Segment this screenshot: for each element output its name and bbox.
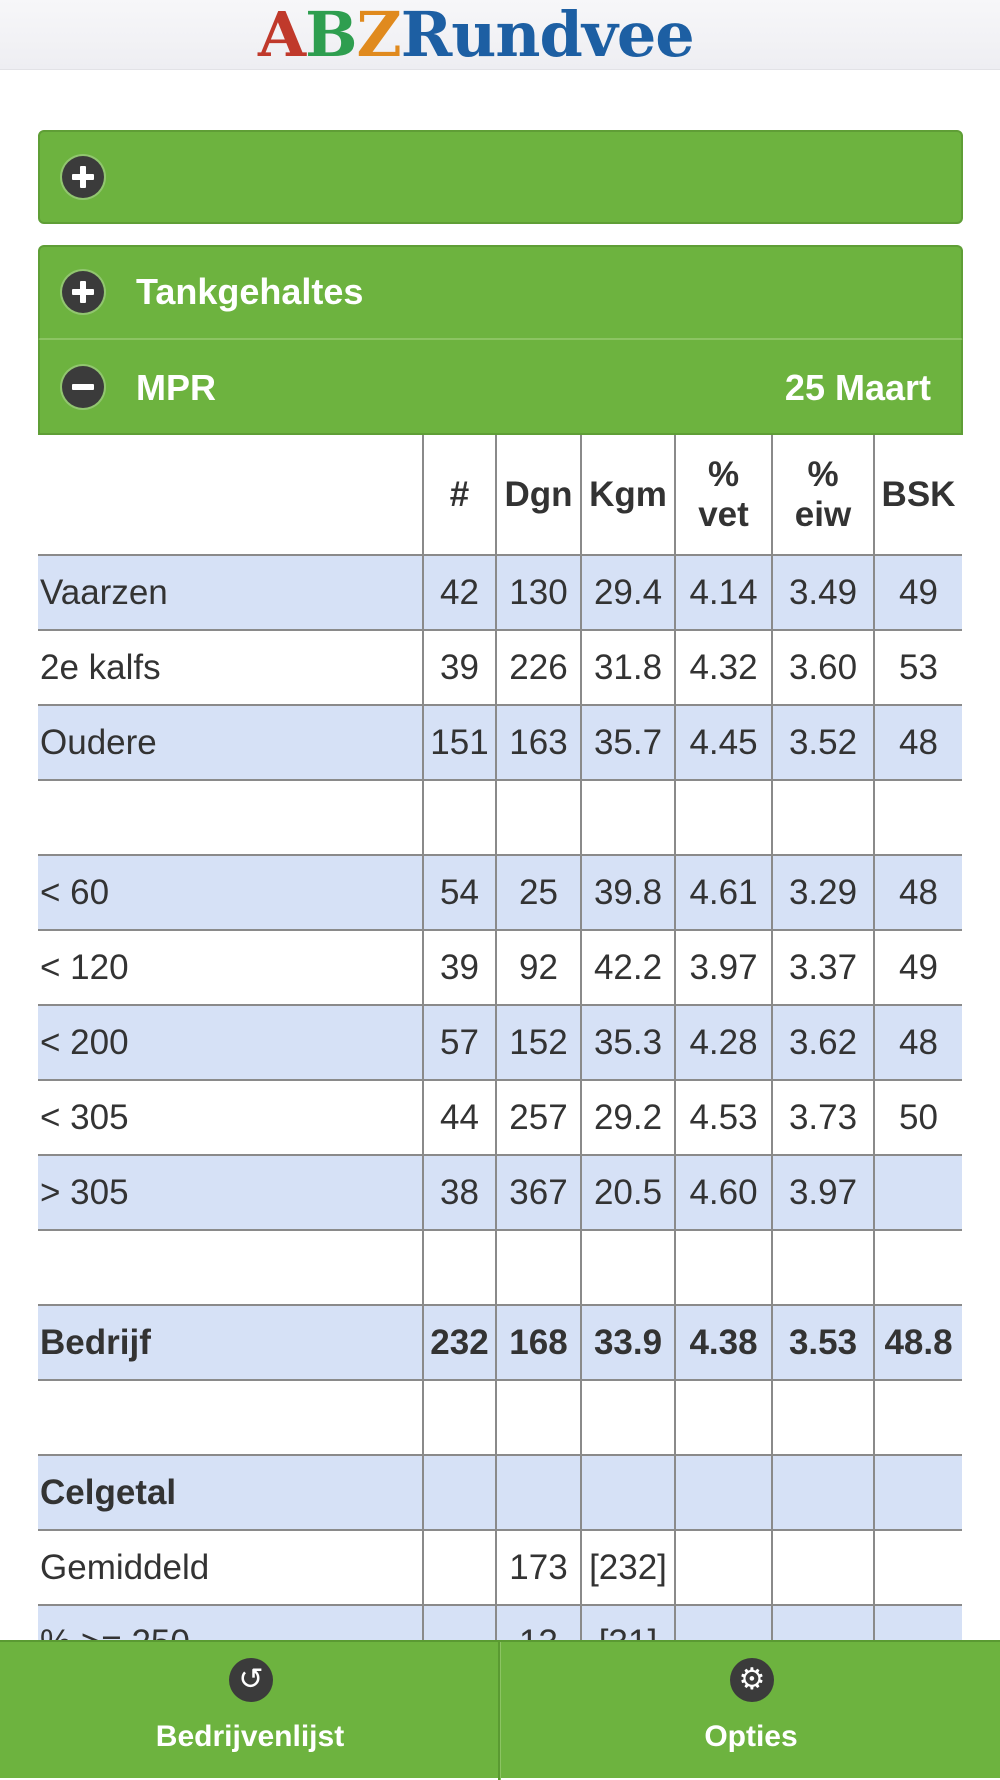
col-header-label xyxy=(38,435,423,555)
panel-title-mpr: MPR xyxy=(136,367,216,408)
panel-title-tankgehaltes: Tankgehaltes xyxy=(136,271,364,312)
cell-kgm: 20.5 xyxy=(581,1155,675,1230)
col-header-dgn: Dgn xyxy=(496,435,581,555)
col-header-count: # xyxy=(423,435,496,555)
cell-vet: 3.97 xyxy=(675,930,772,1005)
cell-bsk: 48 xyxy=(874,855,962,930)
col-header-bsk: BSK xyxy=(874,435,962,555)
cell-bsk: 48 xyxy=(874,1005,962,1080)
cell-dgn xyxy=(496,1455,581,1530)
cell-row-label: < 200 xyxy=(38,1005,423,1080)
cell-dgn: 25 xyxy=(496,855,581,930)
cell-bsk xyxy=(874,1230,962,1305)
cell-row-label: < 305 xyxy=(38,1080,423,1155)
cell-dgn: 257 xyxy=(496,1080,581,1155)
cell-vet xyxy=(675,1380,772,1455)
footer-nav xyxy=(0,1640,1000,1778)
cell-vet: 4.60 xyxy=(675,1155,772,1230)
table-row xyxy=(38,1155,962,1230)
table-row xyxy=(38,1380,962,1455)
collapsible-panel-mpr[interactable] xyxy=(38,339,963,435)
cell-dgn: 92 xyxy=(496,930,581,1005)
cell-dgn: 168 xyxy=(496,1305,581,1380)
cell-count: 151 xyxy=(423,705,496,780)
table-row xyxy=(38,930,962,1005)
cell-bsk xyxy=(874,1155,962,1230)
cell-eiw: 3.97 xyxy=(772,1155,874,1230)
cell-vet xyxy=(675,1455,772,1530)
cell-vet: 4.14 xyxy=(675,555,772,630)
cell-kgm: 42.2 xyxy=(581,930,675,1005)
cell-row-label: Celgetal xyxy=(38,1455,423,1530)
back-arrow-icon: ↺ xyxy=(229,1658,273,1702)
cell-row-label: < 120 xyxy=(38,930,423,1005)
cell-row-label: < 60 xyxy=(38,855,423,930)
cell-bsk xyxy=(874,780,962,855)
table-row xyxy=(38,1230,962,1305)
cell-kgm: 35.3 xyxy=(581,1005,675,1080)
cell-count: 54 xyxy=(423,855,496,930)
cell-row-label xyxy=(38,780,423,855)
cell-dgn: 152 xyxy=(496,1005,581,1080)
table-row xyxy=(38,705,962,780)
cell-bsk: 53 xyxy=(874,630,962,705)
cell-dgn: 173 xyxy=(496,1530,581,1605)
cell-eiw xyxy=(772,780,874,855)
table-row xyxy=(38,630,962,705)
cell-count: 39 xyxy=(423,930,496,1005)
cell-count xyxy=(423,1455,496,1530)
gear-icon: ⚙ xyxy=(730,1658,774,1702)
table-row xyxy=(38,1005,962,1080)
cell-bsk: 48 xyxy=(874,705,962,780)
cell-vet: 4.28 xyxy=(675,1005,772,1080)
opties-button[interactable] xyxy=(500,1642,1000,1780)
table-row xyxy=(38,1080,962,1155)
bedrijvenlijst-button[interactable] xyxy=(0,1642,500,1780)
cell-dgn: 367 xyxy=(496,1155,581,1230)
cell-eiw: 3.49 xyxy=(772,555,874,630)
cell-kgm xyxy=(581,780,675,855)
cell-count: 39 xyxy=(423,630,496,705)
minus-circle-icon xyxy=(62,366,104,408)
col-header-eiw: % eiw xyxy=(772,435,874,555)
cell-row-label xyxy=(38,1380,423,1455)
plus-circle-icon xyxy=(62,156,104,198)
cell-kgm xyxy=(581,1380,675,1455)
cell-row-label: Oudere xyxy=(38,705,423,780)
cell-dgn xyxy=(496,780,581,855)
cell-dgn: 226 xyxy=(496,630,581,705)
cell-vet xyxy=(675,1530,772,1605)
cell-eiw: 3.52 xyxy=(772,705,874,780)
cell-vet: 4.45 xyxy=(675,705,772,780)
cell-row-label xyxy=(38,1230,423,1305)
cell-eiw xyxy=(772,1530,874,1605)
app-header xyxy=(0,0,1000,70)
cell-kgm: 33.9 xyxy=(581,1305,675,1380)
cell-bsk: 50 xyxy=(874,1080,962,1155)
cell-row-label: Gemiddeld xyxy=(38,1530,423,1605)
cell-eiw xyxy=(772,1455,874,1530)
table-row xyxy=(38,1530,962,1605)
cell-count xyxy=(423,1530,496,1605)
cell-count: 38 xyxy=(423,1155,496,1230)
cell-vet: 4.61 xyxy=(675,855,772,930)
cell-count: 57 xyxy=(423,1005,496,1080)
cell-count xyxy=(423,780,496,855)
cell-bsk: 49 xyxy=(874,555,962,630)
cell-count: 42 xyxy=(423,555,496,630)
cell-count: 232 xyxy=(423,1305,496,1380)
cell-kgm: 35.7 xyxy=(581,705,675,780)
cell-dgn: 130 xyxy=(496,555,581,630)
cell-eiw: 3.37 xyxy=(772,930,874,1005)
bedrijvenlijst-label: Bedrijvenlijst xyxy=(155,1720,345,1753)
cell-row-label: 2e kalfs xyxy=(38,630,423,705)
cell-count: 44 xyxy=(423,1080,496,1155)
cell-eiw xyxy=(772,1380,874,1455)
cell-dgn xyxy=(496,1380,581,1455)
table-header-row xyxy=(38,435,962,555)
cell-kgm: [232] xyxy=(581,1530,675,1605)
cell-bsk: 49 xyxy=(874,930,962,1005)
cell-vet: 4.53 xyxy=(675,1080,772,1155)
table-row xyxy=(38,780,962,855)
table-row xyxy=(38,1455,962,1530)
cell-count xyxy=(423,1380,496,1455)
cell-eiw: 3.73 xyxy=(772,1080,874,1155)
table-row xyxy=(38,1305,962,1380)
collapsible-panel-tankgehaltes[interactable] xyxy=(38,245,963,339)
cell-bsk xyxy=(874,1455,962,1530)
cell-kgm: 31.8 xyxy=(581,630,675,705)
cell-row-label: Vaarzen xyxy=(38,555,423,630)
cell-vet xyxy=(675,1230,772,1305)
cell-eiw: 3.60 xyxy=(772,630,874,705)
cell-row-label: > 305 xyxy=(38,1155,423,1230)
cell-kgm: 29.4 xyxy=(581,555,675,630)
col-header-vet: % vet xyxy=(675,435,772,555)
abz-rundvee-logo[interactable]: ABZRundvee xyxy=(258,0,694,71)
table-row xyxy=(38,855,962,930)
cell-bsk xyxy=(874,1380,962,1455)
cell-kgm xyxy=(581,1455,675,1530)
opties-label: Opties xyxy=(704,1720,798,1753)
cell-kgm: 29.2 xyxy=(581,1080,675,1155)
col-header-kgm: Kgm xyxy=(581,435,675,555)
cell-kgm xyxy=(581,1230,675,1305)
cell-eiw: 3.62 xyxy=(772,1005,874,1080)
cell-kgm: 39.8 xyxy=(581,855,675,930)
cell-dgn xyxy=(496,1230,581,1305)
table-row xyxy=(38,555,962,630)
cell-vet xyxy=(675,780,772,855)
mpr-table-container xyxy=(38,435,963,1681)
cell-eiw: 3.53 xyxy=(772,1305,874,1380)
cell-vet: 4.38 xyxy=(675,1305,772,1380)
cell-eiw xyxy=(772,1230,874,1305)
collapsible-panel-empty[interactable] xyxy=(38,130,963,224)
plus-circle-icon xyxy=(62,271,104,313)
mpr-table xyxy=(38,435,962,1681)
mpr-date: 25 Maart xyxy=(784,367,931,408)
cell-row-label: Bedrijf xyxy=(38,1305,423,1380)
cell-bsk: 48.8 xyxy=(874,1305,962,1380)
cell-vet: 4.32 xyxy=(675,630,772,705)
cell-count xyxy=(423,1230,496,1305)
cell-eiw: 3.29 xyxy=(772,855,874,930)
cell-bsk xyxy=(874,1530,962,1605)
cell-dgn: 163 xyxy=(496,705,581,780)
